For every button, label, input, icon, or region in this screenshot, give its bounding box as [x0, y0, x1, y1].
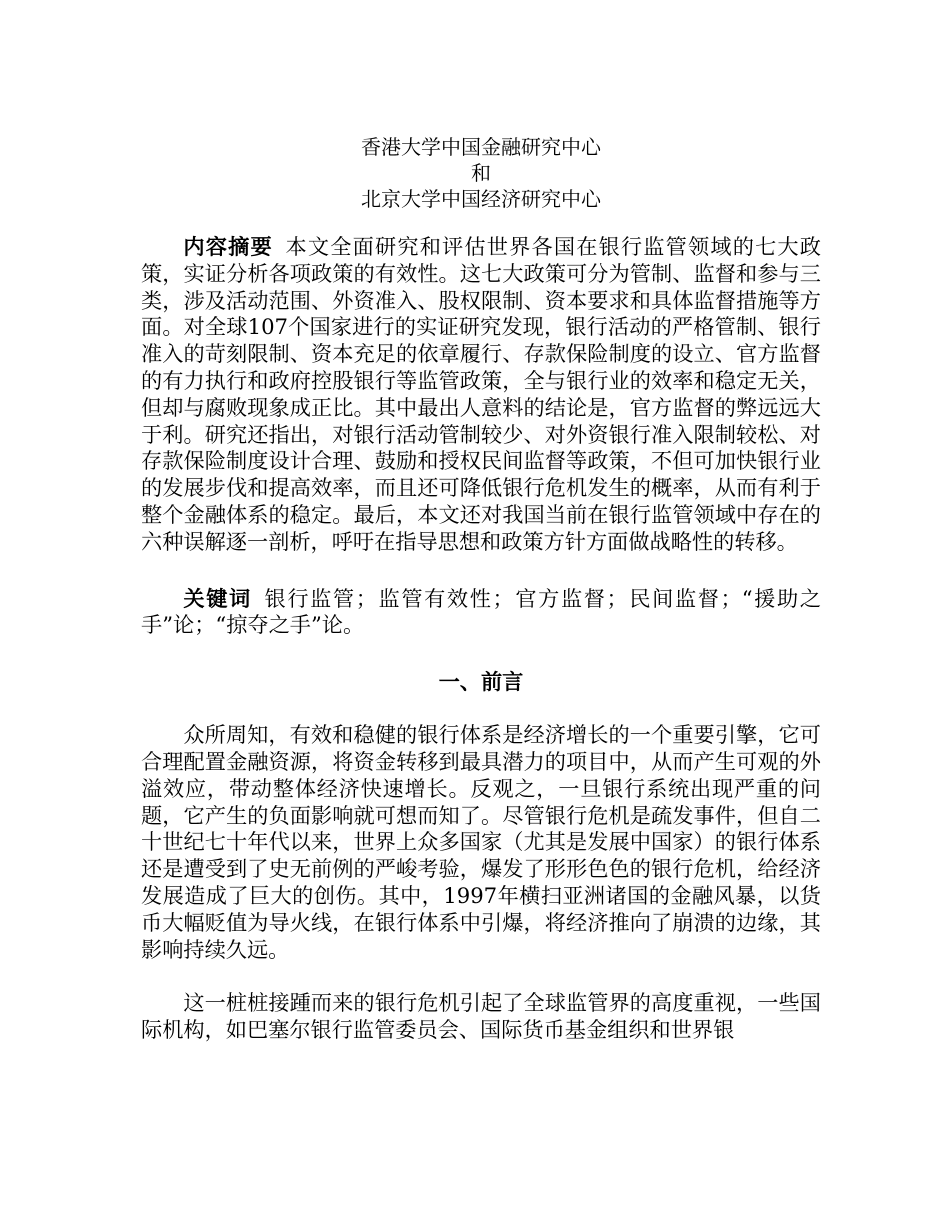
affiliation-conjunction: 和	[471, 161, 491, 185]
keywords-text: 银行监管；监管有效性；官方监督；民间监督；“援助之手”论；“掠夺之手”论。	[141, 585, 821, 638]
affiliation-block	[141, 134, 821, 212]
section-heading: 一、前言	[438, 669, 524, 695]
abstract-paragraph	[141, 234, 821, 556]
affiliation-line-1: 香港大学中国金融研究中心	[361, 135, 601, 159]
keywords-label: 关键词	[183, 585, 252, 611]
body-paragraph-2: 这一桩桩接踵而来的银行危机引起了全球监管界的高度重视，一些国际机构，如巴塞尔银行监管委员会、国际货币基金组织和世界银	[141, 990, 821, 1043]
affiliation-line-2: 北京大学中国经济研究中心	[361, 187, 601, 211]
document-page	[141, 134, 821, 1044]
body-paragraph-1: 众所周知，有效和稳健的银行体系是经济增长的一个重要引擎，它可合理配置金融资源，将资金转移到最具潜力的项目中，从而产生可观的外溢效应，带动整体经济快速增长。反观之，一旦银行系统出现严重的问题，它产生的负面影响就可想而知了。尽管银行危机是疏发事件，但自二十世纪七十年代以来，世界上众多国家（尤其是发展中国家）的银行体系还是遭受到了史无前例的严峻考验，爆发了形形色色的银行危机，给经济发展造成了巨大的创伤。其中，1997年横扫亚洲诸国的金融风暴，以货币大幅贬值为导火线，在银行体系中引爆，将经济推向了崩溃的边缘，其影响持续久远。	[141, 722, 821, 962]
abstract-text: 本文全面研究和评估世界各国在银行监管领域的七大政策，实证分析各项政策的有效性。这七大政策可分为管制、监督和参与三类，涉及活动范围、外资准入、股权限制、资本要求和具体监督措施等方面。对全球107个国家进行的实证研究发现，银行活动的严格管制、银行准入的苛刻限制、资本充足的依章履行、存款保险制度的设立、官方监督的有力执行和政府控股银行等监管政策，全与银行业的效率和稳定无关，但却与腐败现象成正比。其中最出人意料的结论是，官方监督的弊远远大于利。研究还指出，对银行活动管制较少、对外资银行准入限制较松、对存款保险制度设计合理、鼓励和授权民间监督等政策，不但可加快银行业的发展步伐和提高效率，而且还可降低银行危机发生的概率，从而有利于整个金融体系的稳定。最后，本文还对我国当前在银行监管领域中存在的六种误解逐一剖析，呼吁在指导思想和政策方针方面做战略性的转移。	[141, 234, 821, 554]
abstract-label: 内容摘要	[183, 234, 273, 259]
keywords-paragraph	[141, 586, 821, 640]
